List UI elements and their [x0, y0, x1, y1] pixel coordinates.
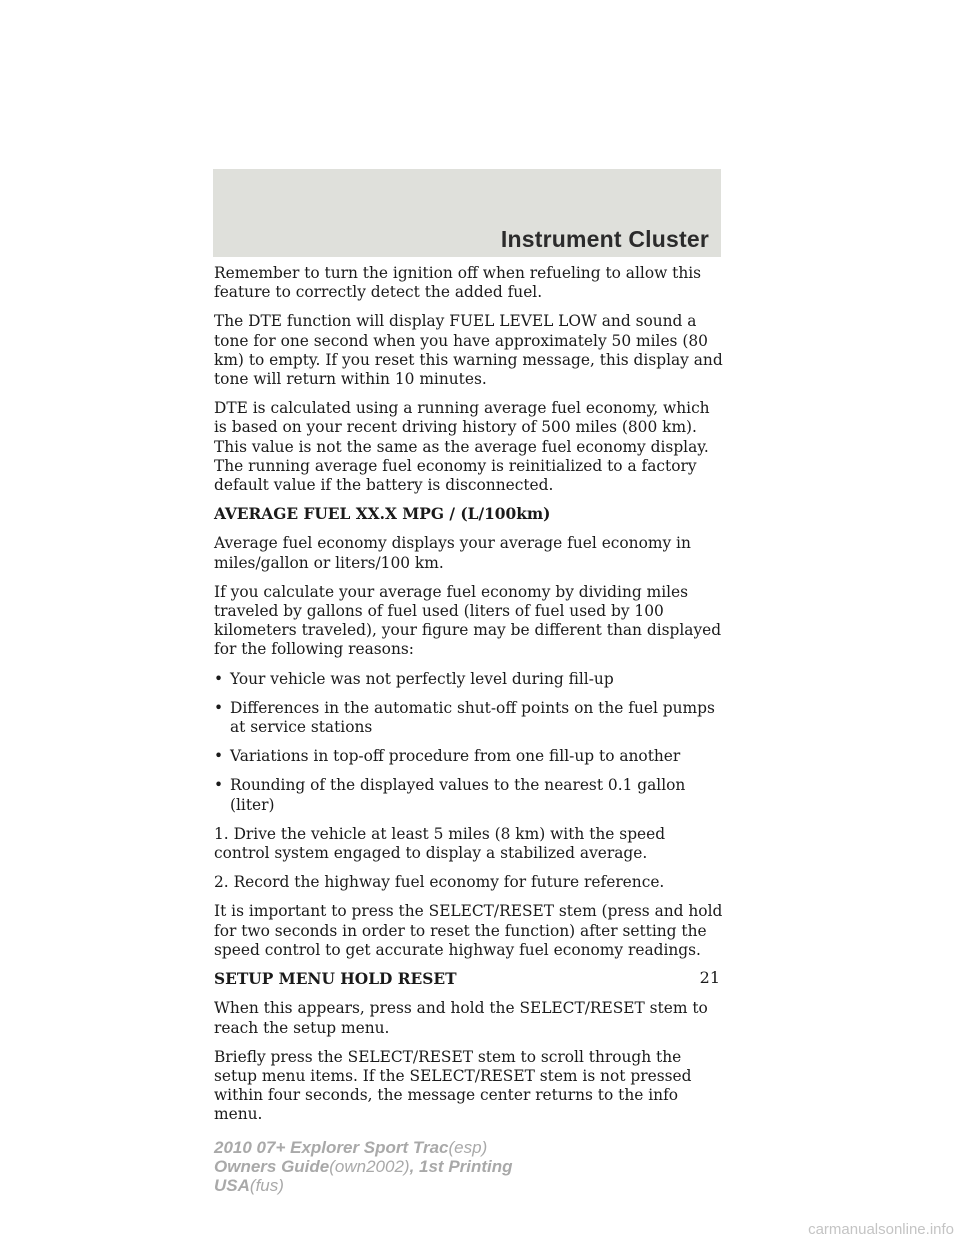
list-item [214, 699, 724, 737]
footer-printing: , 1st Printing [409, 1157, 513, 1176]
page-content [214, 264, 724, 1135]
paragraph-select-reset: It is important to press the SELECT/RESET stem (press and hold for two seconds in order to reset the function) after setting the speed control to get accurate highway fuel economy readings. [214, 902, 723, 959]
bullet-icon: • [214, 669, 224, 688]
footer-model: 2010 07+ Explorer Sport Trac [214, 1138, 449, 1157]
bullet-icon: • [214, 698, 224, 717]
print-footer [214, 1138, 513, 1195]
list-item-text: Variations in top-off procedure from one fill-up to another [230, 747, 681, 766]
paragraph-average-fuel: Average fuel economy displays your average fuel economy in miles/gallon or liters/100 km. [214, 534, 691, 572]
step-1: 1. Drive the vehicle at least 5 miles (8 km) with the speed control system engaged to display a stabilized average. [214, 824, 666, 863]
footer-model-code: (esp) [448, 1138, 488, 1157]
list-item-text: Rounding of the displayed values to the nearest 0.1 gallon (liter) [230, 776, 686, 814]
footer-line-2 [214, 1157, 513, 1176]
paragraph-setup-menu-scroll: Briefly press the SELECT/RESET stem to scroll through the setup menu items. If the SELECT/RESET stem is not pressed within four seconds, the message center returns to the info menu. [214, 1047, 692, 1124]
bullet-icon: • [214, 747, 224, 766]
footer-region: USA [214, 1176, 250, 1195]
list-item-text: Your vehicle was not perfectly level during fill-up [230, 669, 614, 688]
footer-line-1 [214, 1138, 513, 1157]
paragraph-calculation-reasons: If you calculate your average fuel economy by dividing miles traveled by gallons of fuel used (liters of fuel used by 100 kilometers traveled), your figure may be different than displayed for the following reasons: [214, 582, 722, 659]
site-watermark: carmanualsonline.info [808, 1221, 954, 1238]
paragraph-dte-warning: The DTE function will display FUEL LEVEL LOW and sound a tone for one second when you have approximately 50 miles (80 km) to empty. If you reset this warning message, this display and tone will return within 10 minutes. [214, 312, 723, 389]
list-item [214, 747, 724, 766]
list-item [214, 776, 724, 814]
paragraph-dte-calculation: DTE is calculated using a running average fuel economy, which is based on your recent driving history of 500 miles (800 km). This value is not the same as the average fuel economy display. The running average fuel economy is reinitialized to a factory default value if the battery is disconnected. [214, 399, 710, 495]
paragraph-refueling: Remember to turn the ignition off when refueling to allow this feature to correctly detect the added fuel. [214, 264, 702, 302]
step-2: 2. Record the highway fuel economy for future reference. [214, 873, 665, 892]
footer-line-3 [214, 1176, 513, 1195]
list-item [214, 670, 724, 689]
reasons-list [214, 670, 724, 815]
list-item-text: Differences in the automatic shut-off points on the fuel pumps at service stations [230, 698, 715, 737]
footer-guide-code: (own2002) [329, 1157, 410, 1176]
footer-guide: Owners Guide [214, 1157, 330, 1176]
heading-average-fuel: AVERAGE FUEL XX.X MPG / (L/100km) [214, 505, 551, 524]
heading-setup-menu: SETUP MENU HOLD RESET [214, 970, 457, 989]
page-number: 21 [699, 968, 720, 987]
footer-region-code: (fus) [249, 1176, 284, 1195]
paragraph-setup-menu-hold: When this appears, press and hold the SELECT/RESET stem to reach the setup menu. [214, 999, 708, 1037]
section-title: Instrument Cluster [500, 226, 709, 252]
bullet-icon: • [214, 776, 224, 795]
section-header-band [213, 169, 721, 257]
